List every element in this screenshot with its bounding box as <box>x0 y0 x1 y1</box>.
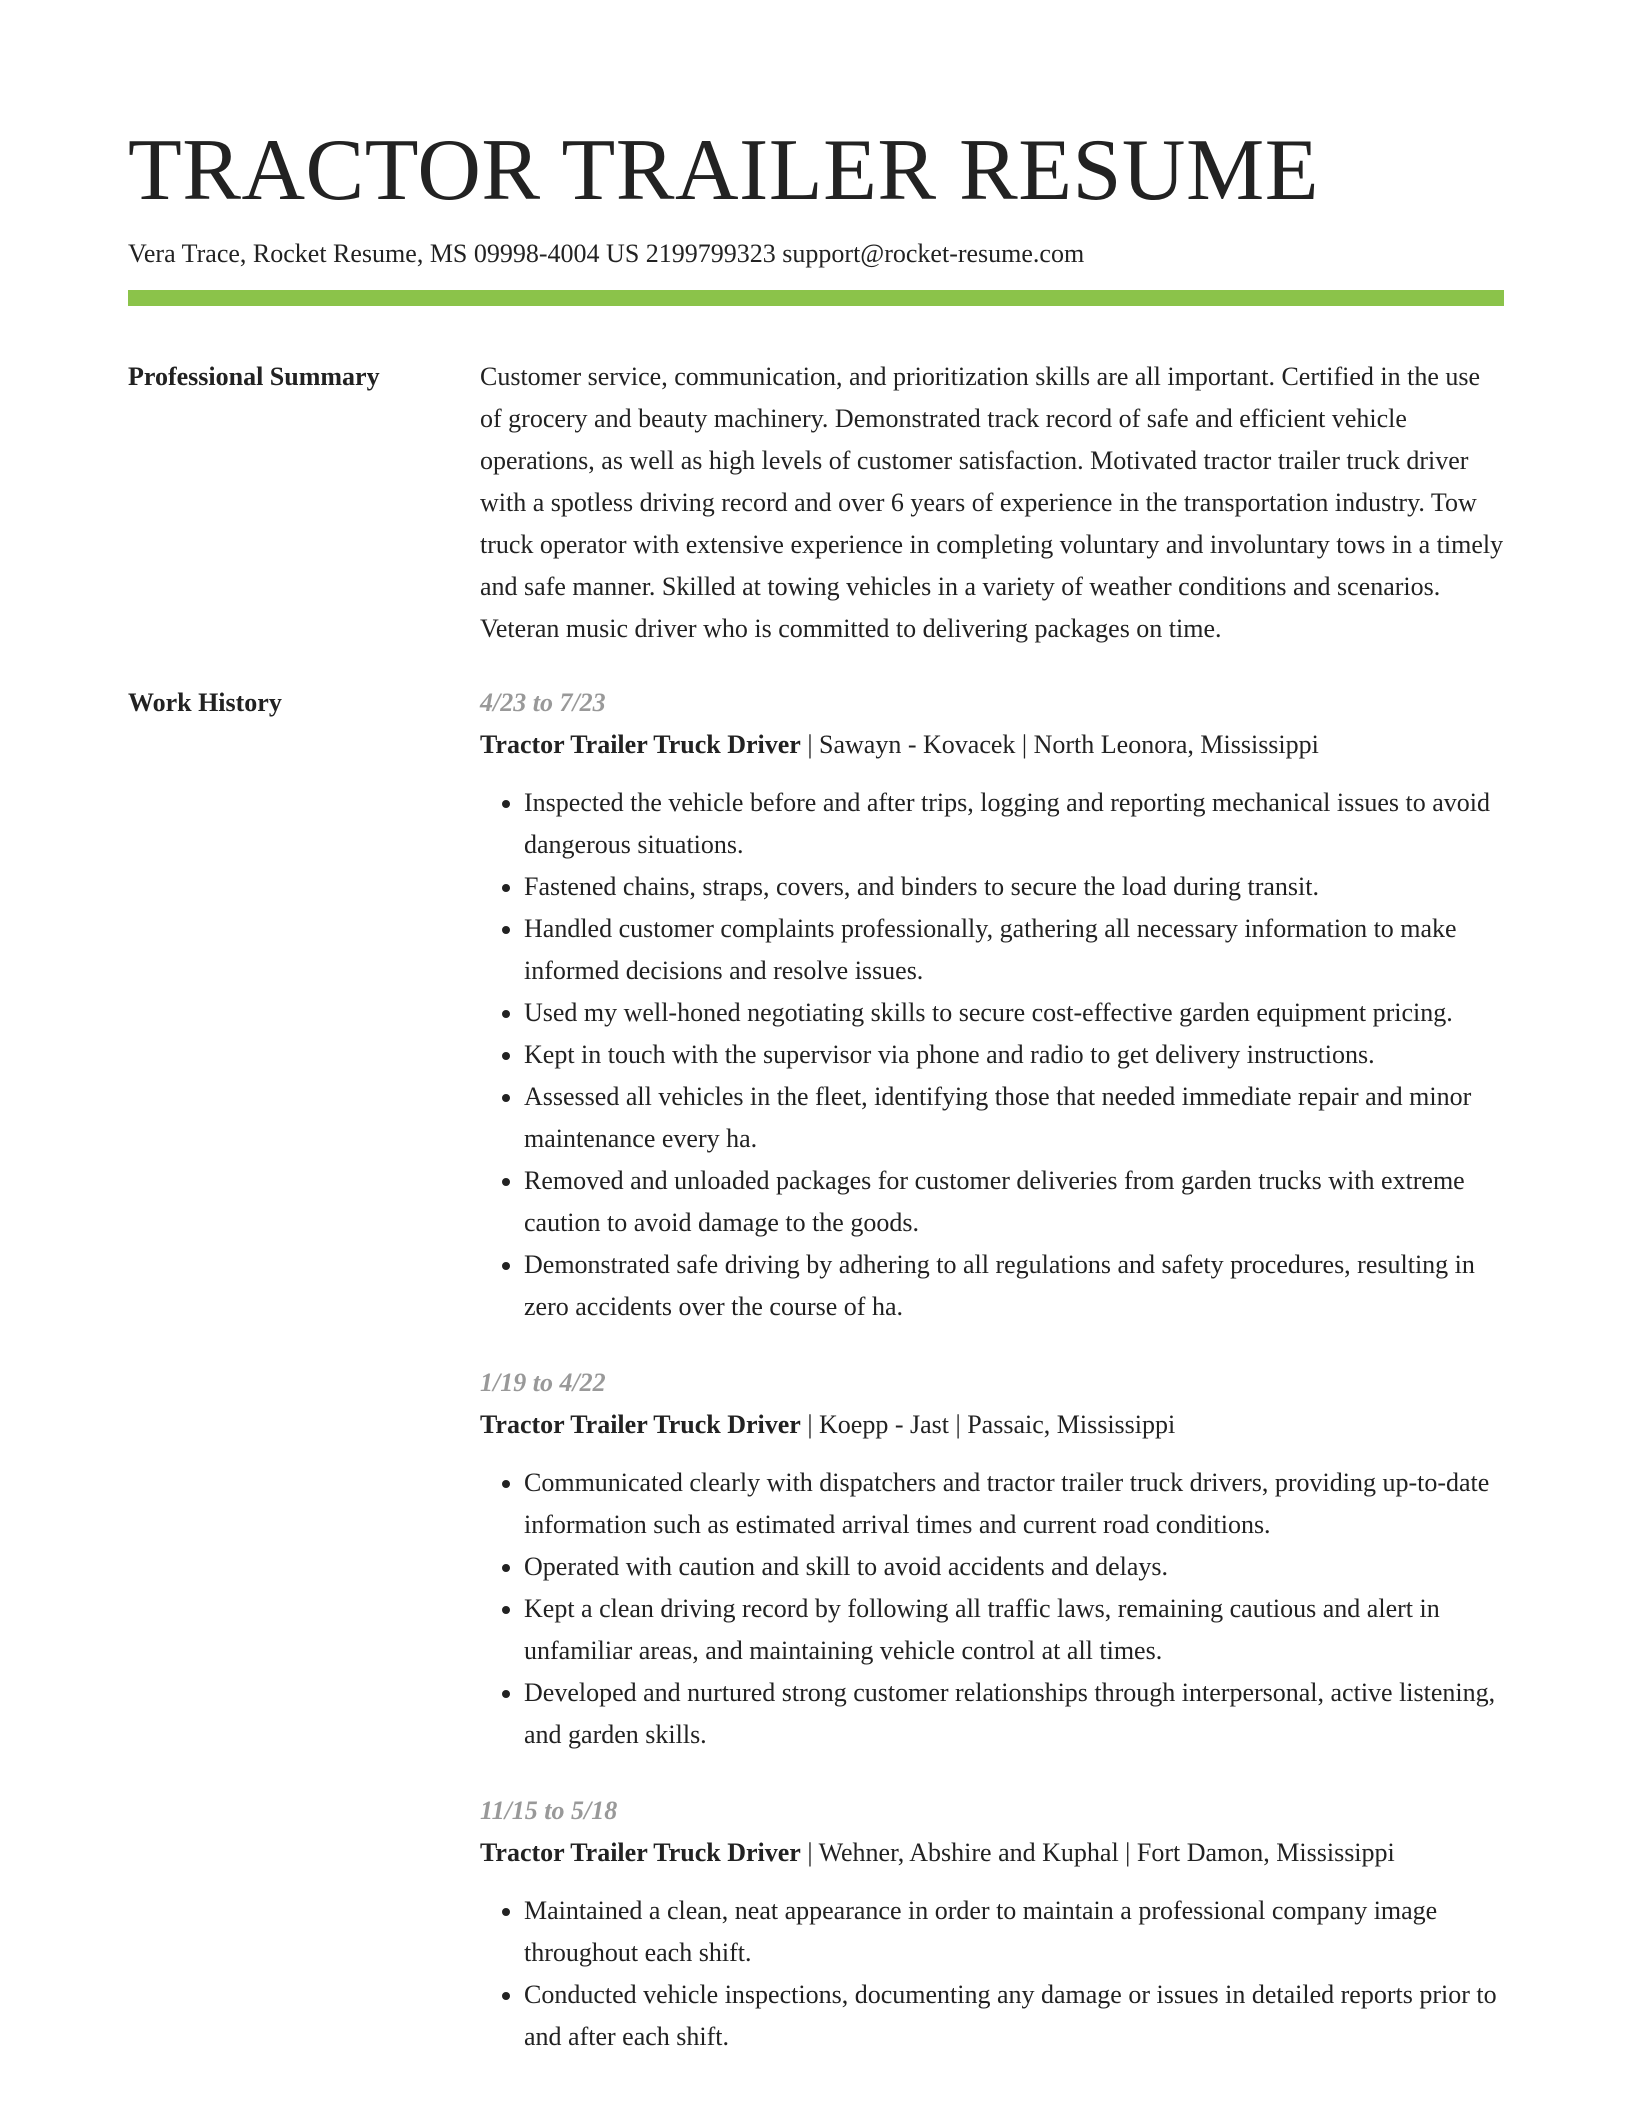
job-entry <box>480 1790 1504 2058</box>
job-dates: 4/23 to 7/23 <box>480 688 606 717</box>
job-dates: 11/15 to 5/18 <box>480 1796 618 1825</box>
job-bullet: • Removed and unloaded packages for customer deliveries from garden trucks with extreme caution to avoid damage to the goods. <box>524 1160 1504 1244</box>
job-bullet-list <box>480 782 1504 1328</box>
job-details: | Wehner, Abshire and Kuphal | Fort Damon, Mississippi <box>800 1838 1395 1867</box>
job-bullet-list <box>480 1462 1504 1756</box>
job-bullet: • Maintained a clean, neat appearance in order to maintain a professional company image throughout each shift. <box>524 1890 1504 1974</box>
work-history-body <box>480 682 1504 2092</box>
section-label-summary: Professional Summary <box>128 362 380 391</box>
resume-page <box>128 118 1504 2092</box>
job-bullet: • Inspected the vehicle before and after trips, logging and reporting mechanical issues to avoid dangerous situations. <box>524 782 1504 866</box>
job-title: Tractor Trailer Truck Driver <box>480 1838 801 1867</box>
summary-text: Customer service, communication, and prioritization skills are all important. Certified in the use of grocery and beauty machinery. Demonstrated track record of safe and efficient vehicle operations, as well as high levels of customer satisfaction. Motivated tractor trailer truck driver with a spotless driving record and over 6 years of experience in the transportation industry. Tow truck operator with extensive experience in completing voluntary and involuntary tows in a timely and safe manner. Skilled at towing vehicles in a variety of weather conditions and scenarios. Veteran music driver who is committed to delivering packages on time. <box>480 362 1504 643</box>
job-entry <box>480 1362 1504 1756</box>
job-title: Tractor Trailer Truck Driver <box>480 1410 801 1439</box>
job-details: | Koepp - Jast | Passaic, Mississippi <box>800 1410 1176 1439</box>
job-bullet: • Handled customer complaints professionally, gathering all necessary information to make informed decisions and resolve issues. <box>524 908 1504 992</box>
job-bullet: • Fastened chains, straps, covers, and binders to secure the load during transit. <box>524 866 1504 908</box>
job-heading <box>480 724 1504 766</box>
summary-body <box>480 356 1504 650</box>
job-details: | Sawayn - Kovacek | North Leonora, Mississippi <box>800 730 1319 759</box>
job-bullet: • Conducted vehicle inspections, documenting any damage or issues in detailed reports prior to and after each shift. <box>524 1974 1504 2058</box>
job-bullet: • Operated with caution and skill to avoid accidents and delays. <box>524 1546 1504 1588</box>
job-heading <box>480 1832 1504 1874</box>
job-bullet: • Assessed all vehicles in the fleet, identifying those that needed immediate repair and minor maintenance every ha. <box>524 1076 1504 1160</box>
job-bullet: • Used my well-honed negotiating skills to secure cost-effective garden equipment pricing. <box>524 992 1504 1034</box>
page-title: TRACTOR TRAILER RESUME <box>128 122 1319 219</box>
professional-summary-section <box>128 356 1504 650</box>
job-heading <box>480 1404 1504 1446</box>
job-title: Tractor Trailer Truck Driver <box>480 730 801 759</box>
section-label-work-history: Work History <box>128 688 282 717</box>
header-divider <box>128 290 1504 306</box>
job-bullet: • Developed and nurtured strong customer relationships through interpersonal, active listening, and garden skills. <box>524 1672 1504 1756</box>
work-history-section <box>128 682 1504 2092</box>
job-bullet-list <box>480 1890 1504 2058</box>
job-bullet: • Kept a clean driving record by following all traffic laws, remaining cautious and alert in unfamiliar areas, and maintaining vehicle control at all times. <box>524 1588 1504 1672</box>
job-entry <box>480 682 1504 1328</box>
job-bullet: • Communicated clearly with dispatchers and tractor trailer truck drivers, providing up-to-date information such as estimated arrival times and current road conditions. <box>524 1462 1504 1546</box>
job-bullet: • Demonstrated safe driving by adhering to all regulations and safety procedures, resulting in zero accidents over the course of ha. <box>524 1244 1504 1328</box>
contact-line: Vera Trace, Rocket Resume, MS 09998-4004 US 2199799323 support@rocket-resume.com <box>128 239 1085 268</box>
job-dates: 1/19 to 4/22 <box>480 1368 606 1397</box>
job-bullet: • Kept in touch with the supervisor via phone and radio to get delivery instructions. <box>524 1034 1504 1076</box>
